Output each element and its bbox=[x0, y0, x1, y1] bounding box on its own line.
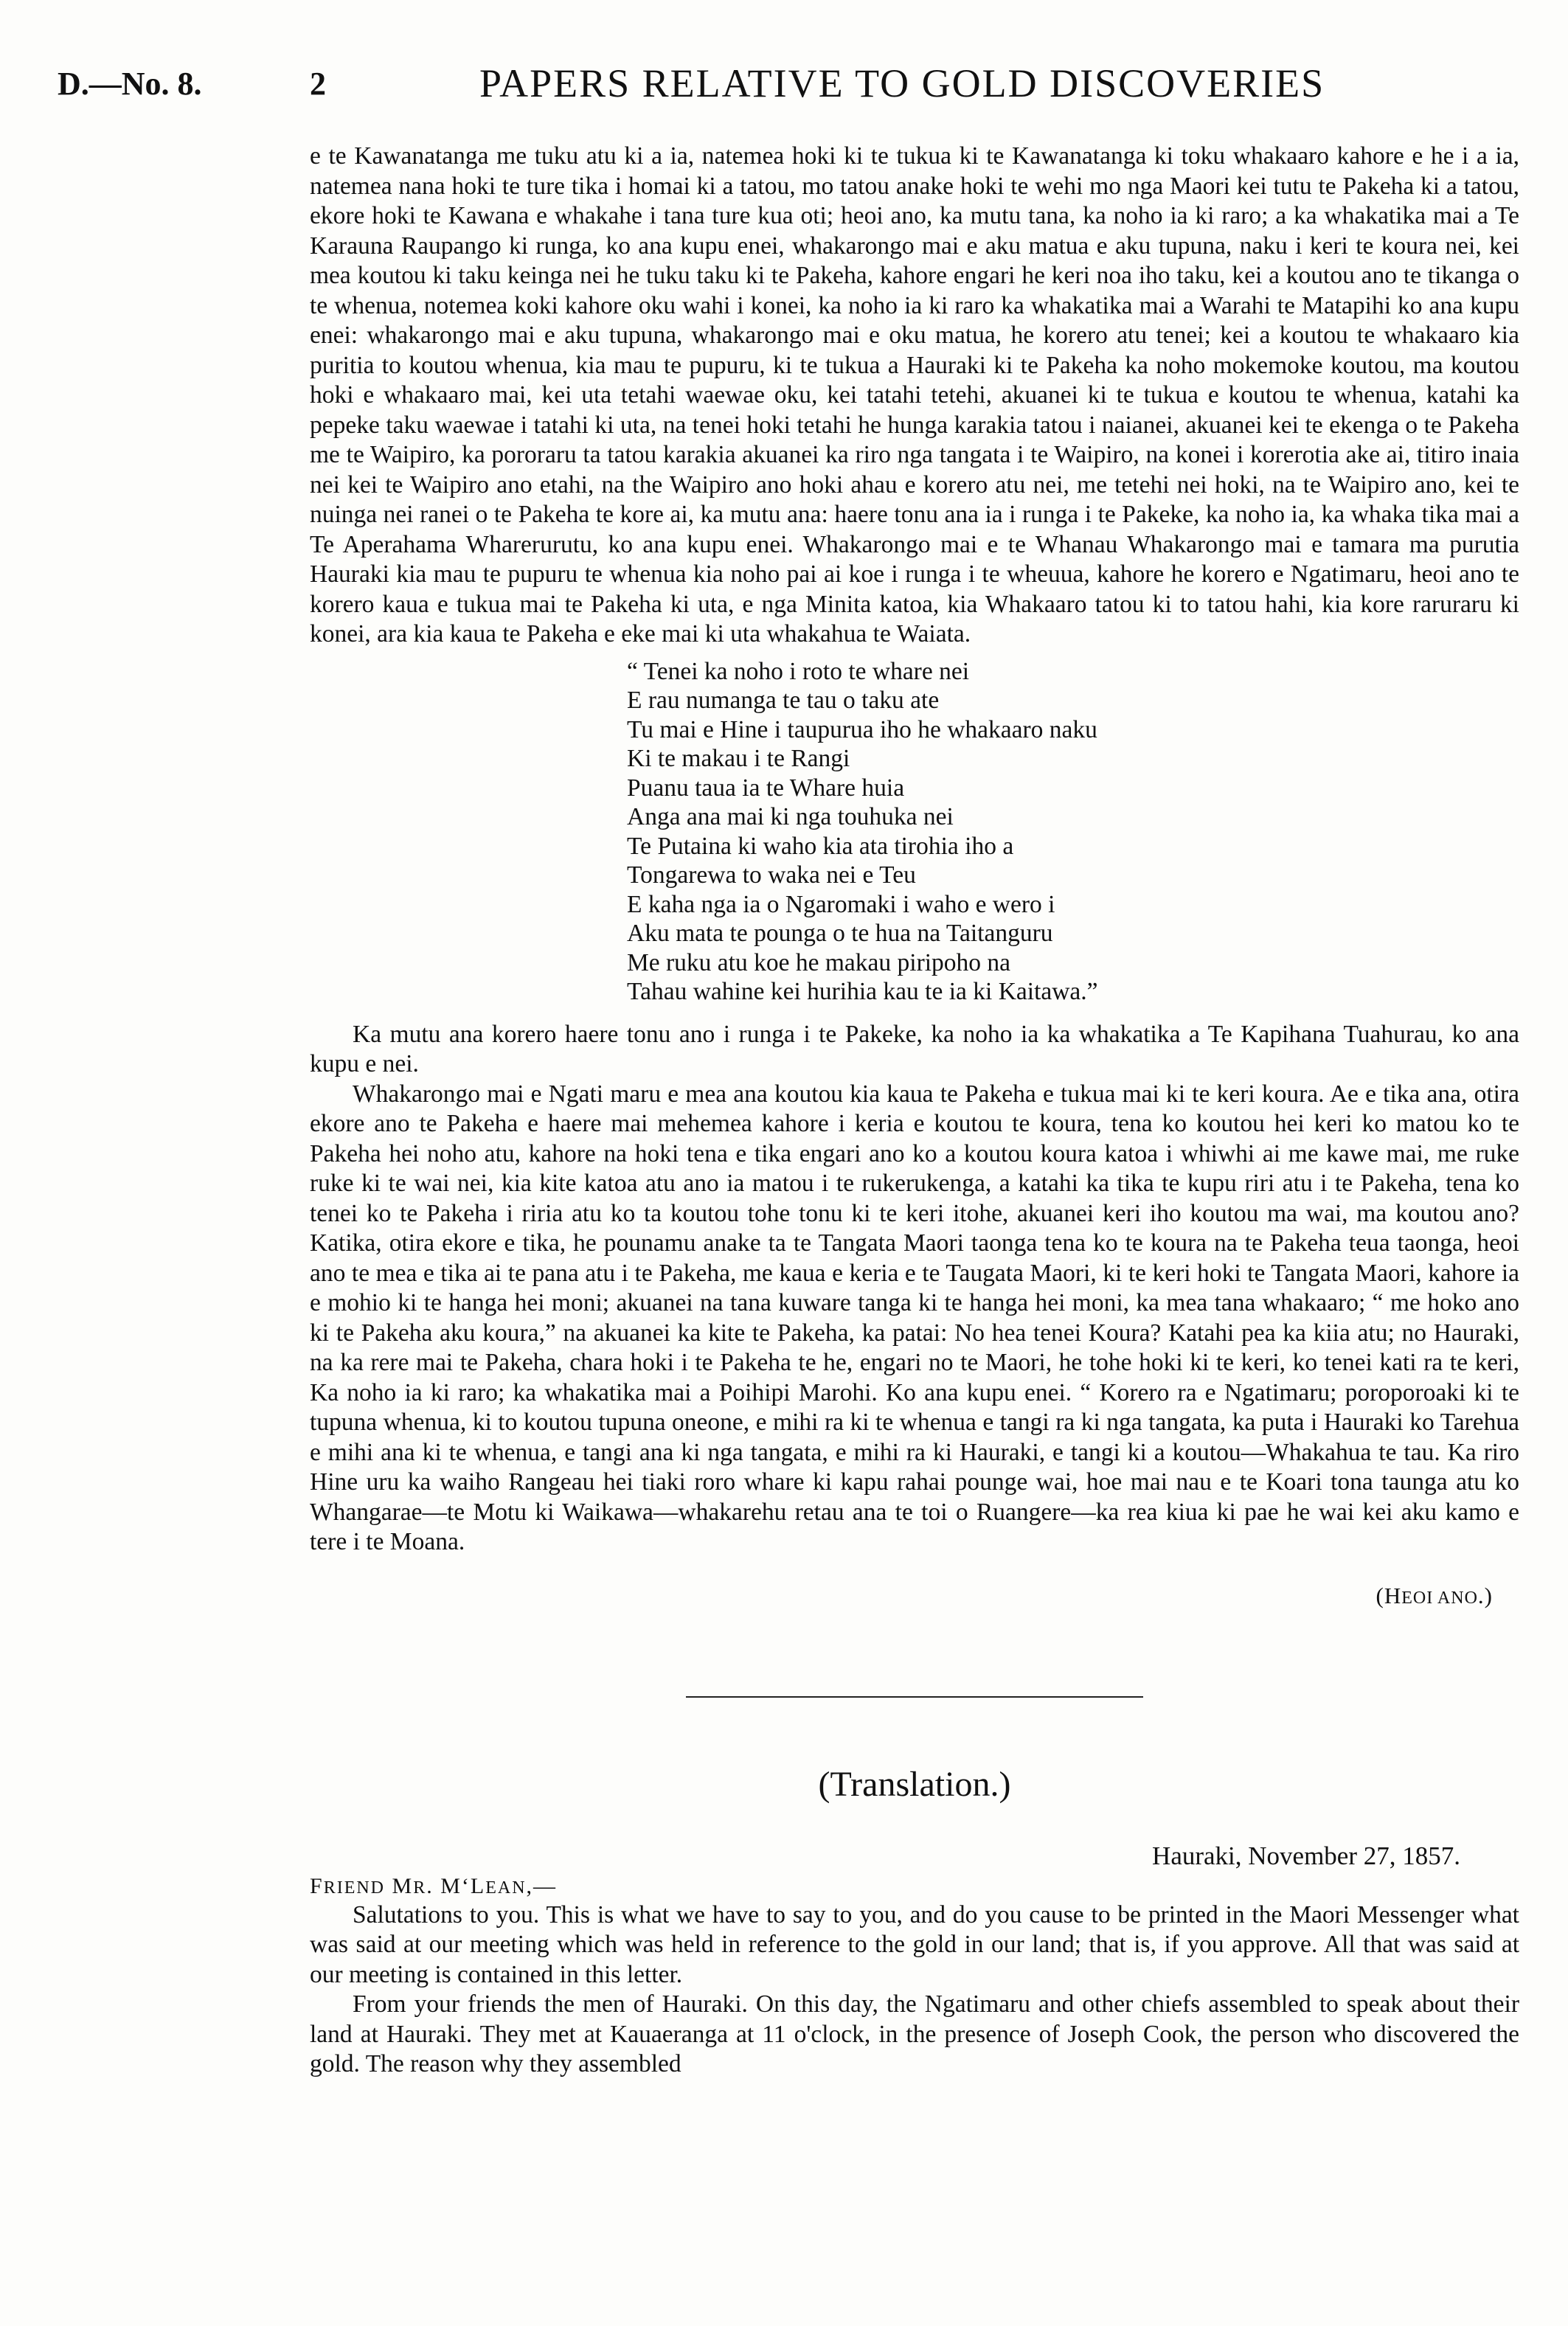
poem-line: Tongarewa to waka nei e Teu bbox=[627, 861, 916, 889]
letter-salutation: FRIEND MR. M‘LEAN,— bbox=[310, 1873, 558, 1898]
page-number: 2 bbox=[310, 66, 326, 102]
poem-line: “ Tenei ka noho i roto te whare nei bbox=[627, 657, 970, 685]
poem-line: Tu mai e Hine i taupurua iho he whakaaro naku bbox=[627, 715, 1097, 743]
translation-paragraph-2: From your friends the men of Hauraki. On this day, the Ngatimaru and other chiefs assembled to speak about their land at Hauraki. They met at Kauaeranga at 11 o'clock, in the presence of Joseph Cook, the person who discovered the gold. The reason why they assembled bbox=[310, 1990, 1519, 2077]
page-title: PAPERS RELATIVE TO GOLD DISCOVERIES bbox=[479, 61, 1325, 105]
signoff: (HEOI ANO.) bbox=[1376, 1582, 1493, 1608]
letter-dateline: Hauraki, November 27, 1857. bbox=[1152, 1841, 1460, 1870]
poem-line: Aku mata te pounga o te hua na Taitanguru bbox=[627, 920, 1053, 947]
poem-line: Anga ana mai ki nga touhuka nei bbox=[627, 803, 954, 830]
poem-line: E kaha nga ia o Ngaromaki i waho e wero i bbox=[627, 890, 1055, 918]
poem-line: Me ruku atu koe he makau piripoho na bbox=[627, 948, 1011, 976]
poem-line: Ki te makau i te Rangi bbox=[627, 745, 850, 772]
translation-heading: (Translation.) bbox=[818, 1764, 1011, 1804]
translation-paragraph-1: Salutations to you. This is what we have to say to you, and do you cause to be printed in the Maori Messenger what was said at our meeting which was held in reference to the gold in our land; that is, if you approve. All that was said at our meeting is contained in this letter. bbox=[310, 1900, 1519, 1988]
poem-line: Tahau wahine kei hurihia kau te ia ki Kaitawa.” bbox=[627, 978, 1098, 1005]
poem-line: Puanu taua ia te Whare huia bbox=[627, 774, 905, 802]
poem-line: E rau numanga te tau o taku ate bbox=[627, 687, 940, 714]
page-header bbox=[0, 60, 1568, 127]
waiata-poem bbox=[627, 657, 1519, 1007]
page-body bbox=[310, 142, 1519, 2080]
maori-paragraph-2: Ka mutu ana korero haere tonu ano i runga i te Pakeke, ka noho ia ka whakatika a Te Kapihana Tuahurau, ko ana kupu e nei. bbox=[310, 1020, 1519, 1077]
document-reference: D.—No. 8. bbox=[58, 66, 202, 102]
maori-paragraph-1: e te Kawanatanga me tuku atu ki a ia, natemea hoki ki te tukua ki te Kawanatanga ki toku whakaaro kahore e he i a ia, natemea nana hoki te ture tika i homai ki a tatou, mo tatou anake hoki te wehi mo nga Maori kei tutu te Pakeha ki a tatou, ekore hoki te Kawana e whakahe i tana ture kua oti; heoi ano, ka mutu tana, ka noho ia ki raro; a ka whakatika mai a Te Karauna Raupango ki runga, ko ana kupu enei, whakarongo mai e aku matua e aku tupuna, naku i keri te koura nei, kei mea koutou ki taku keinga nei he tuku taku ki te Pakeha, kahore engari he keri noa iho taku, kei a koutou ano te tikanga o te whenua, notemea koki kahore oku wahi i konei, ka noho ia ki raro ka whakatika mai a Warahi te Matapihi ko ana kupu enei: whakarongo mai e aku tupuna, whakarongo mai e oku matua, he korero atu tenei; kei a koutou te whakaaro kia puritia to koutou whenua, kia mau te pupuru, ki te tukua a Hauraki ki te Pakeha ka noho mokemoke koutou, ma koutou hoki e whakaaro mai, kei uta tetahi waewae oku, kei tatahi tetehi, akuanei ki te tukua e koutou te whenua, katahi ka pepeke taku waewae i tatahi ki uta, na tenei hoki tetahi he hunga karakia tatou i naianei, akuanei kei te ekenga o te Pakeha me te Waipiro, ka pororaru ta tatou karakia akuanei ka riro nga tangata i te Waipiro, na konei i korerotia ake ai, titiro inaia nei kei te Waipiro ano etahi, na the Waipiro ano hoki ahau e korero atu nei, me tetehi nei hoki, na te Waipiro ano, kei te nuinga nei ranei o te Pakeha te kore ai, ka mutu ana: haere tonu ana ia i runga i te Pakeke, ka noho ia, ka whaka tika mai a Te Aperahama Wharerurutu, ko ana kupu enei. Whakarongo mai e te Whanau Whakarongo mai e tamara ma purutia Hauraki kia mau te pupuru te whenua kia noho pai ai koe i runga i te wheuua, kahore he korero e Ngatimaru, heoi ano te korero kaua e tukua mai te Pakeha ki uta, e nga Minita katoa, kia Whakaaro tatou ki to tatou hahi, kia kore raruraru ki konei, ara kia kaua te Pakeha e eke mai ki uta whakahua te Waiata. bbox=[310, 142, 1519, 648]
section-divider bbox=[686, 1696, 1143, 1698]
poem-line: Te Putaina ki waho kia ata tirohia iho a bbox=[627, 832, 1014, 860]
maori-paragraph-3: Whakarongo mai e Ngati maru e mea ana koutou kia kaua te Pakeha e tukua mai ki te keri koura. Ae e tika ana, otira ekore ano te Pakeha e haere mai mehemea kahore i keria e koutou te koura, tena ko koutou hei keri ko matou ko te Pakeha hei noho atu, kahore na hoki tena e tika engari ano ko a koutou koura katoa i whiwhi ai me kawe mai, me ruke ruke ki te wai nei, kia kite katoa atu ano ia matou i te rukerukenga, a katahi ka tika te kupu riri atu i te Pakeha, tena ko tenei ko te Pakeha i riria atu ko ta koutou tohe tonu ki te keri itohe, akuanei keri iho koutou ma wai, ma koutou ano? Katika, otira ekore e tika, he pounamu anake ta te Tangata Maori taonga tena ko te koura na te Pakeha teua taonga, heoi ano te mea e tika ai te pana atu i te Pakeha, me kaua e keria e te Taugata Maori, ki te keri hoki te Tangata Maori, kahore ia e mohio ki te hanga hei moni; akuanei na tana kuware tanga ki te hanga hei moni, ka mea tana whakaaro; “ me hoko ano ki te Pakeha aku koura,” na akuanei ka kite te Pakeha, ka patai: No hea tenei Koura? Katahi pea ka kiia atu; no Hauraki, na ka rere mai te Pakeha, chara hoki i te Pakeha te he, engari no te Maori, he tohe hoki ki te keri, ko tenei kati ra te keri, Ka noho ia ki raro; ka whakatika mai a Poihipi Marohi. Ko ana kupu enei. “ Korero ra e Ngatimaru; poroporoaki ki te tupuna whenua, ki to koutou tupuna oneone, e mihi ra ki te whenua e tangi ra ki nga tangata, ka puta i Hauraki ko Tarehua e mihi ana ki te whenua, e tangi ana ki nga tangata, e mihi ra ki Hauraki, e tangi ki a koutou—Whakahua te tau. Ka riro Hine uru ka waiho Rangeau hei tiaki roro whare ki kapu rahai pounge wai, hoe mai nau e te Koari tona taunga atu ko Whangarae—te Motu ki Waikawa—whakarehu retau ana te toi o Ruangere—ka rea kiua ki pae he wai kei aku kamo e tere i te Moana. bbox=[310, 1080, 1519, 1555]
